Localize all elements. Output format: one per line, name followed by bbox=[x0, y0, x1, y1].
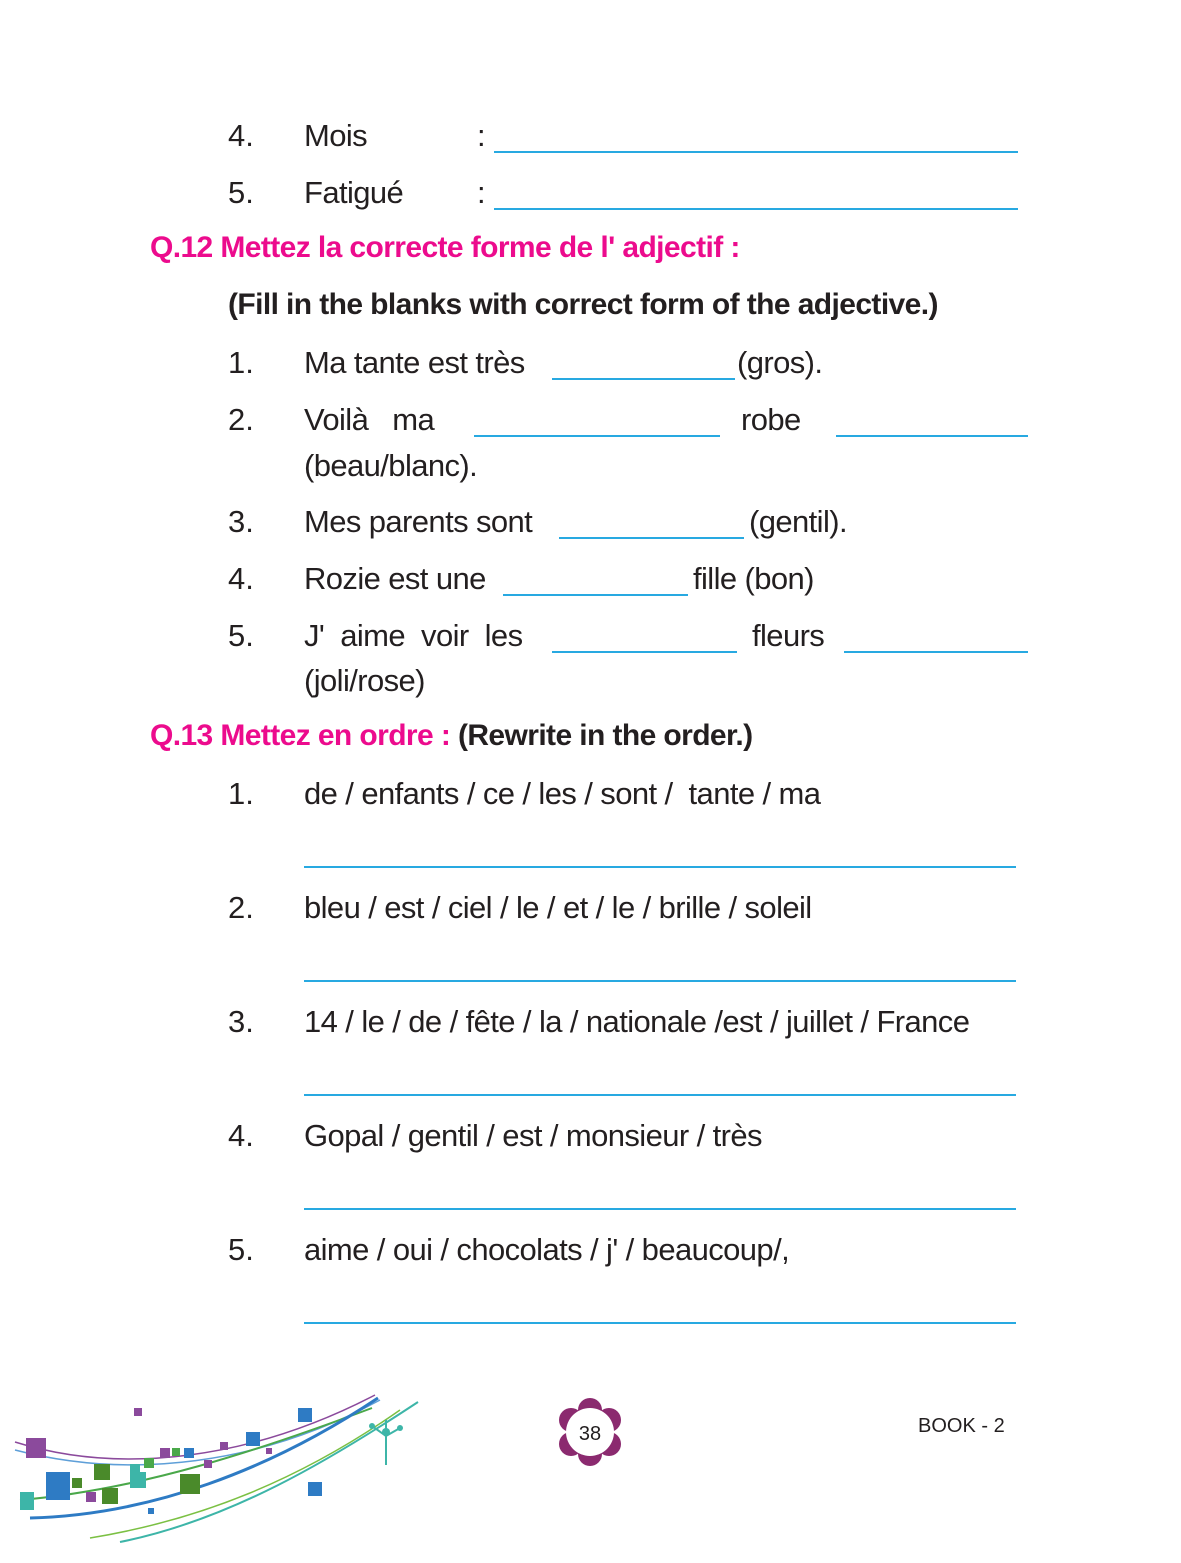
answer-blank[interactable] bbox=[494, 208, 1018, 210]
answer-blank[interactable] bbox=[494, 151, 1018, 153]
q13-title-fr: Q.13 Mettez en ordre : bbox=[150, 719, 451, 752]
item-number: 1. bbox=[228, 345, 254, 380]
q13-title bbox=[150, 721, 753, 751]
vocab-word: Mois bbox=[304, 118, 368, 153]
sentence-start: Mes parents sont bbox=[304, 504, 533, 539]
answer-blank[interactable] bbox=[304, 1322, 1016, 1324]
item-number: 5. bbox=[228, 618, 254, 653]
item-number: 3. bbox=[228, 504, 254, 539]
scrambled-words: de / enfants / ce / les / sont / tante / ma bbox=[304, 776, 821, 811]
item-number: 4. bbox=[228, 118, 254, 153]
answer-blank[interactable] bbox=[503, 594, 688, 596]
sentence-start: Rozie est une bbox=[304, 561, 486, 596]
scrambled-words: 14 / le / de / fête / la / nationale /est / juillet / France bbox=[304, 1004, 970, 1039]
item-number: 4. bbox=[228, 561, 254, 596]
scrambled-words: Gopal / gentil / est / monsieur / très bbox=[304, 1118, 762, 1153]
sentence-middle: fleurs bbox=[752, 618, 825, 653]
item-number: 2. bbox=[228, 890, 254, 925]
sentence-end: (gros). bbox=[737, 345, 823, 380]
item-number: 5. bbox=[228, 1232, 254, 1267]
item-number: 4. bbox=[228, 1118, 254, 1153]
answer-blank[interactable] bbox=[304, 1208, 1016, 1210]
item-number: 2. bbox=[228, 402, 254, 437]
answer-blank[interactable] bbox=[552, 378, 735, 380]
answer-blank[interactable] bbox=[836, 435, 1028, 437]
sentence-start: Voilà ma bbox=[304, 402, 435, 437]
sentence-hint: (joli/rose) bbox=[304, 663, 425, 698]
scrambled-words: aime / oui / chocolats / j' / beaucoup/, bbox=[304, 1232, 790, 1267]
q12-title: Q.12 Mettez la correcte forme de l' adjectif : bbox=[150, 231, 740, 264]
item-number: 3. bbox=[228, 1004, 254, 1039]
page-number-badge bbox=[556, 1398, 624, 1466]
scrambled-words: bleu / est / ciel / le / et / le / brille / soleil bbox=[304, 890, 812, 925]
q13-title-en: (Rewrite in the order.) bbox=[457, 719, 753, 752]
answer-blank[interactable] bbox=[552, 651, 737, 653]
sentence-start: J' aime voir les bbox=[304, 618, 523, 653]
page-number: 38 bbox=[578, 1423, 602, 1445]
answer-blank[interactable] bbox=[474, 435, 720, 437]
footer-decoration bbox=[0, 1380, 440, 1550]
answer-blank[interactable] bbox=[844, 651, 1028, 653]
sentence-end: (gentil). bbox=[749, 504, 847, 539]
book-label: BOOK - 2 bbox=[918, 1415, 1005, 1437]
colon: : bbox=[477, 118, 486, 153]
item-number: 1. bbox=[228, 776, 254, 811]
sentence-hint: (beau/blanc). bbox=[304, 448, 478, 483]
answer-blank[interactable] bbox=[559, 537, 744, 539]
answer-blank[interactable] bbox=[304, 866, 1016, 868]
colon: : bbox=[477, 175, 486, 210]
vocab-word: Fatigué bbox=[304, 175, 404, 210]
answer-blank[interactable] bbox=[304, 980, 1016, 982]
answer-blank[interactable] bbox=[304, 1094, 1016, 1096]
q12-subtitle: (Fill in the blanks with correct form of the adjective.) bbox=[228, 288, 938, 321]
sentence-middle: robe bbox=[741, 402, 801, 437]
item-number: 5. bbox=[228, 175, 254, 210]
sentence-start: Ma tante est très bbox=[304, 345, 525, 380]
sentence-end: fille (bon) bbox=[693, 561, 814, 596]
